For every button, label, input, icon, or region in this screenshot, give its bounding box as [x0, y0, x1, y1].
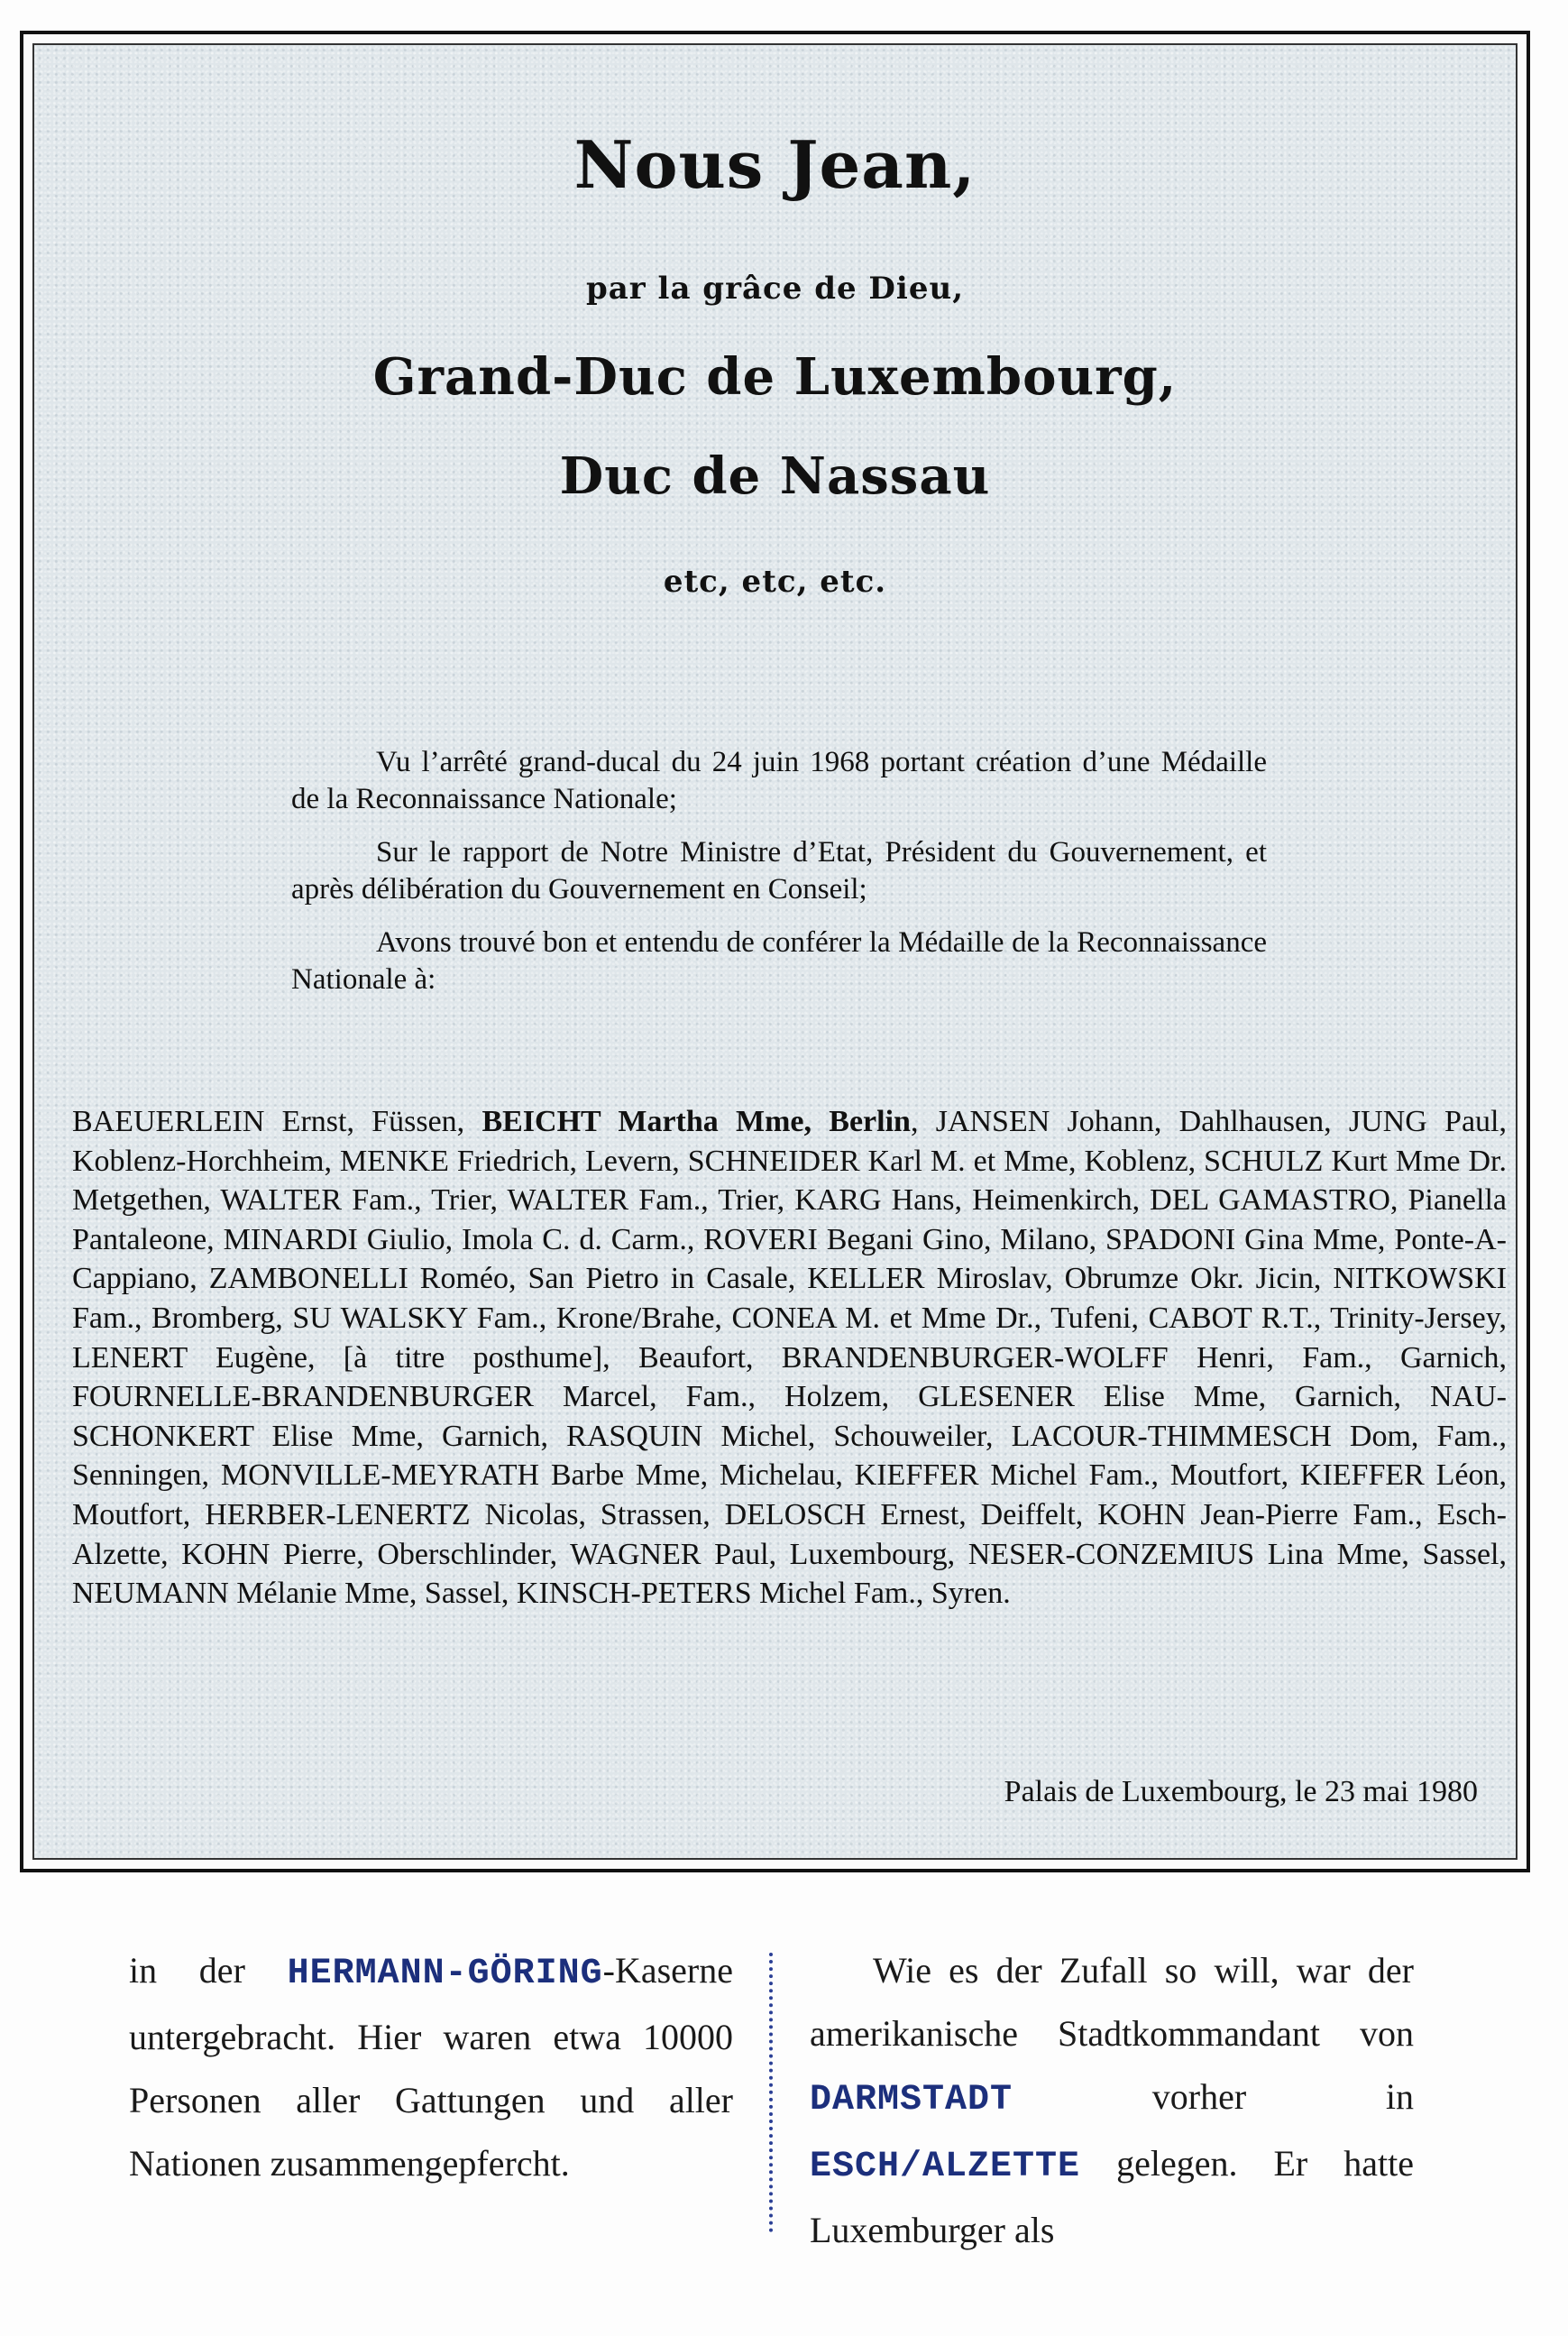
- body-left-pre: in der: [129, 1950, 288, 1991]
- body-right-pre: Wie es der Zufall so will, war der amerikanische Stadtkommandant von: [810, 1950, 1414, 2054]
- keyword-esch-alzette: ESCH/ALZETTE: [810, 2147, 1081, 2187]
- decree-paragraph-1: [291, 744, 1267, 818]
- decree-paragraph-1-text: Vu l’arrêté grand-ducal du 24 juin 1968 portant création d’une Médaille de la Reconnaissance Nationale;: [291, 746, 1267, 815]
- recipients-part-1: BAEUERLEIN Ernst, Füssen,: [72, 1105, 482, 1138]
- body-left-paragraph: [129, 1939, 733, 2195]
- decree-heading: Nous Jean,: [573, 126, 977, 203]
- decree-panel: [32, 43, 1518, 1860]
- place-and-date: Palais de Luxembourg, le 23 mai 1980: [1004, 1775, 1478, 1808]
- decree-frame: [20, 31, 1530, 1872]
- recipients-bold: BEICHT Martha Mme, Berlin: [481, 1105, 911, 1138]
- keyword-darmstadt: DARMSTADT: [810, 2080, 1013, 2120]
- decree-paragraph-2-text: Sur le rapport de Notre Ministre d’Etat, Président du Gouvernement, et après délibération du Gouvernement en Conseil;: [291, 836, 1267, 906]
- column-divider: [769, 1953, 773, 2232]
- body-right-paragraph: [810, 1939, 1414, 2262]
- body-column-right: [810, 1939, 1414, 2262]
- recipients-part-2: , JANSEN Johann, Dahlhausen, JUNG Paul, Koblenz-Horchheim, MENKE Friedrich, Levern, SCHNEIDER Karl M. et Mme, Koblenz, SCHULZ Kurt Mme Dr. Metgethen, WALTER Fam., Trier, WALTER Fam., Trier, KARG Hans, Heimenkirch, DEL GAMASTRO, Pianella Pantaleone, MINARDI Giulio, Imola C. d. Carm., ROVERI Begani Gino, Milano, SPADONI Gina Mme, Ponte-A-Cappiano, ZAMBONELLI Roméo, San Pietro in Casale, KELLER Miroslav, Obrumze Okr. Jicin, NITKOWSKI Fam., Bromberg, SU WALSKY Fam., Krone/Brahe, CONEA M. et Mme Dr., Tufeni, CABOT R.T., Trinity-Jersey, LENERT Eugène, [à titre posthume], Beaufort, BRANDENBURGER-WOLFF Henri, Fam., Garnich, FOURNELLE-BRANDENBURGER Marcel, Fam., Holzem, GLESENER Elise Mme, Garnich, NAU-SCHONKERT Elise Mme, Garnich, RASQUIN Michel, Schouweiler, LACOUR-THIMMESCH Dom, Fam., Senningen, MONVILLE-MEYRATH Barbe Mme, Michelau, KIEFFER Michel Fam., Moutfort, KIEFFER Léon, Moutfort, HERBER-LENERTZ Nicolas, Strassen, DELOSCH Ernest, Deiffelt, KOHN Jean-Pierre Fam., Esch-Alzette, KOHN Pierre, Oberschlinder, WAGNER Paul, Luxembourg, NESER-CONZEMIUS Lina Mme, Sassel, NEUMANN Mélanie Mme, Sassel, KINSCH-PETERS Michel Fam., Syren.: [72, 1105, 1507, 1611]
- body-right-mid: vorher in: [1013, 2076, 1414, 2117]
- decree-paragraph-3: [291, 924, 1267, 998]
- body-column-left: [129, 1939, 733, 2195]
- body-left-post: -Kaserne untergebracht. Hier waren etwa 10000 Personen aller Gattungen und aller Nationen zusammengepfercht.: [129, 1950, 733, 2184]
- decree-title-grand-duc: Grand-Duc de Luxembourg,: [372, 347, 1178, 407]
- decree-paragraph-2: [291, 834, 1267, 908]
- body-right-post: gelegen. Er hatte Luxemburger als: [810, 2143, 1414, 2250]
- keyword-hermann-goring: HERMANN-GÖRING: [287, 1954, 603, 1994]
- decree-paragraph-3-text: Avons trouvé bon et entendu de conférer la Médaille de la Reconnaissance Nationale à:: [291, 926, 1267, 996]
- recipients-list: [72, 1102, 1507, 1614]
- decree-grace-line: par la grâce de Dieu,: [585, 271, 965, 307]
- decree-title-duc-nassau: Duc de Nassau: [559, 446, 991, 506]
- decree-etc: etc, etc, etc.: [663, 564, 887, 600]
